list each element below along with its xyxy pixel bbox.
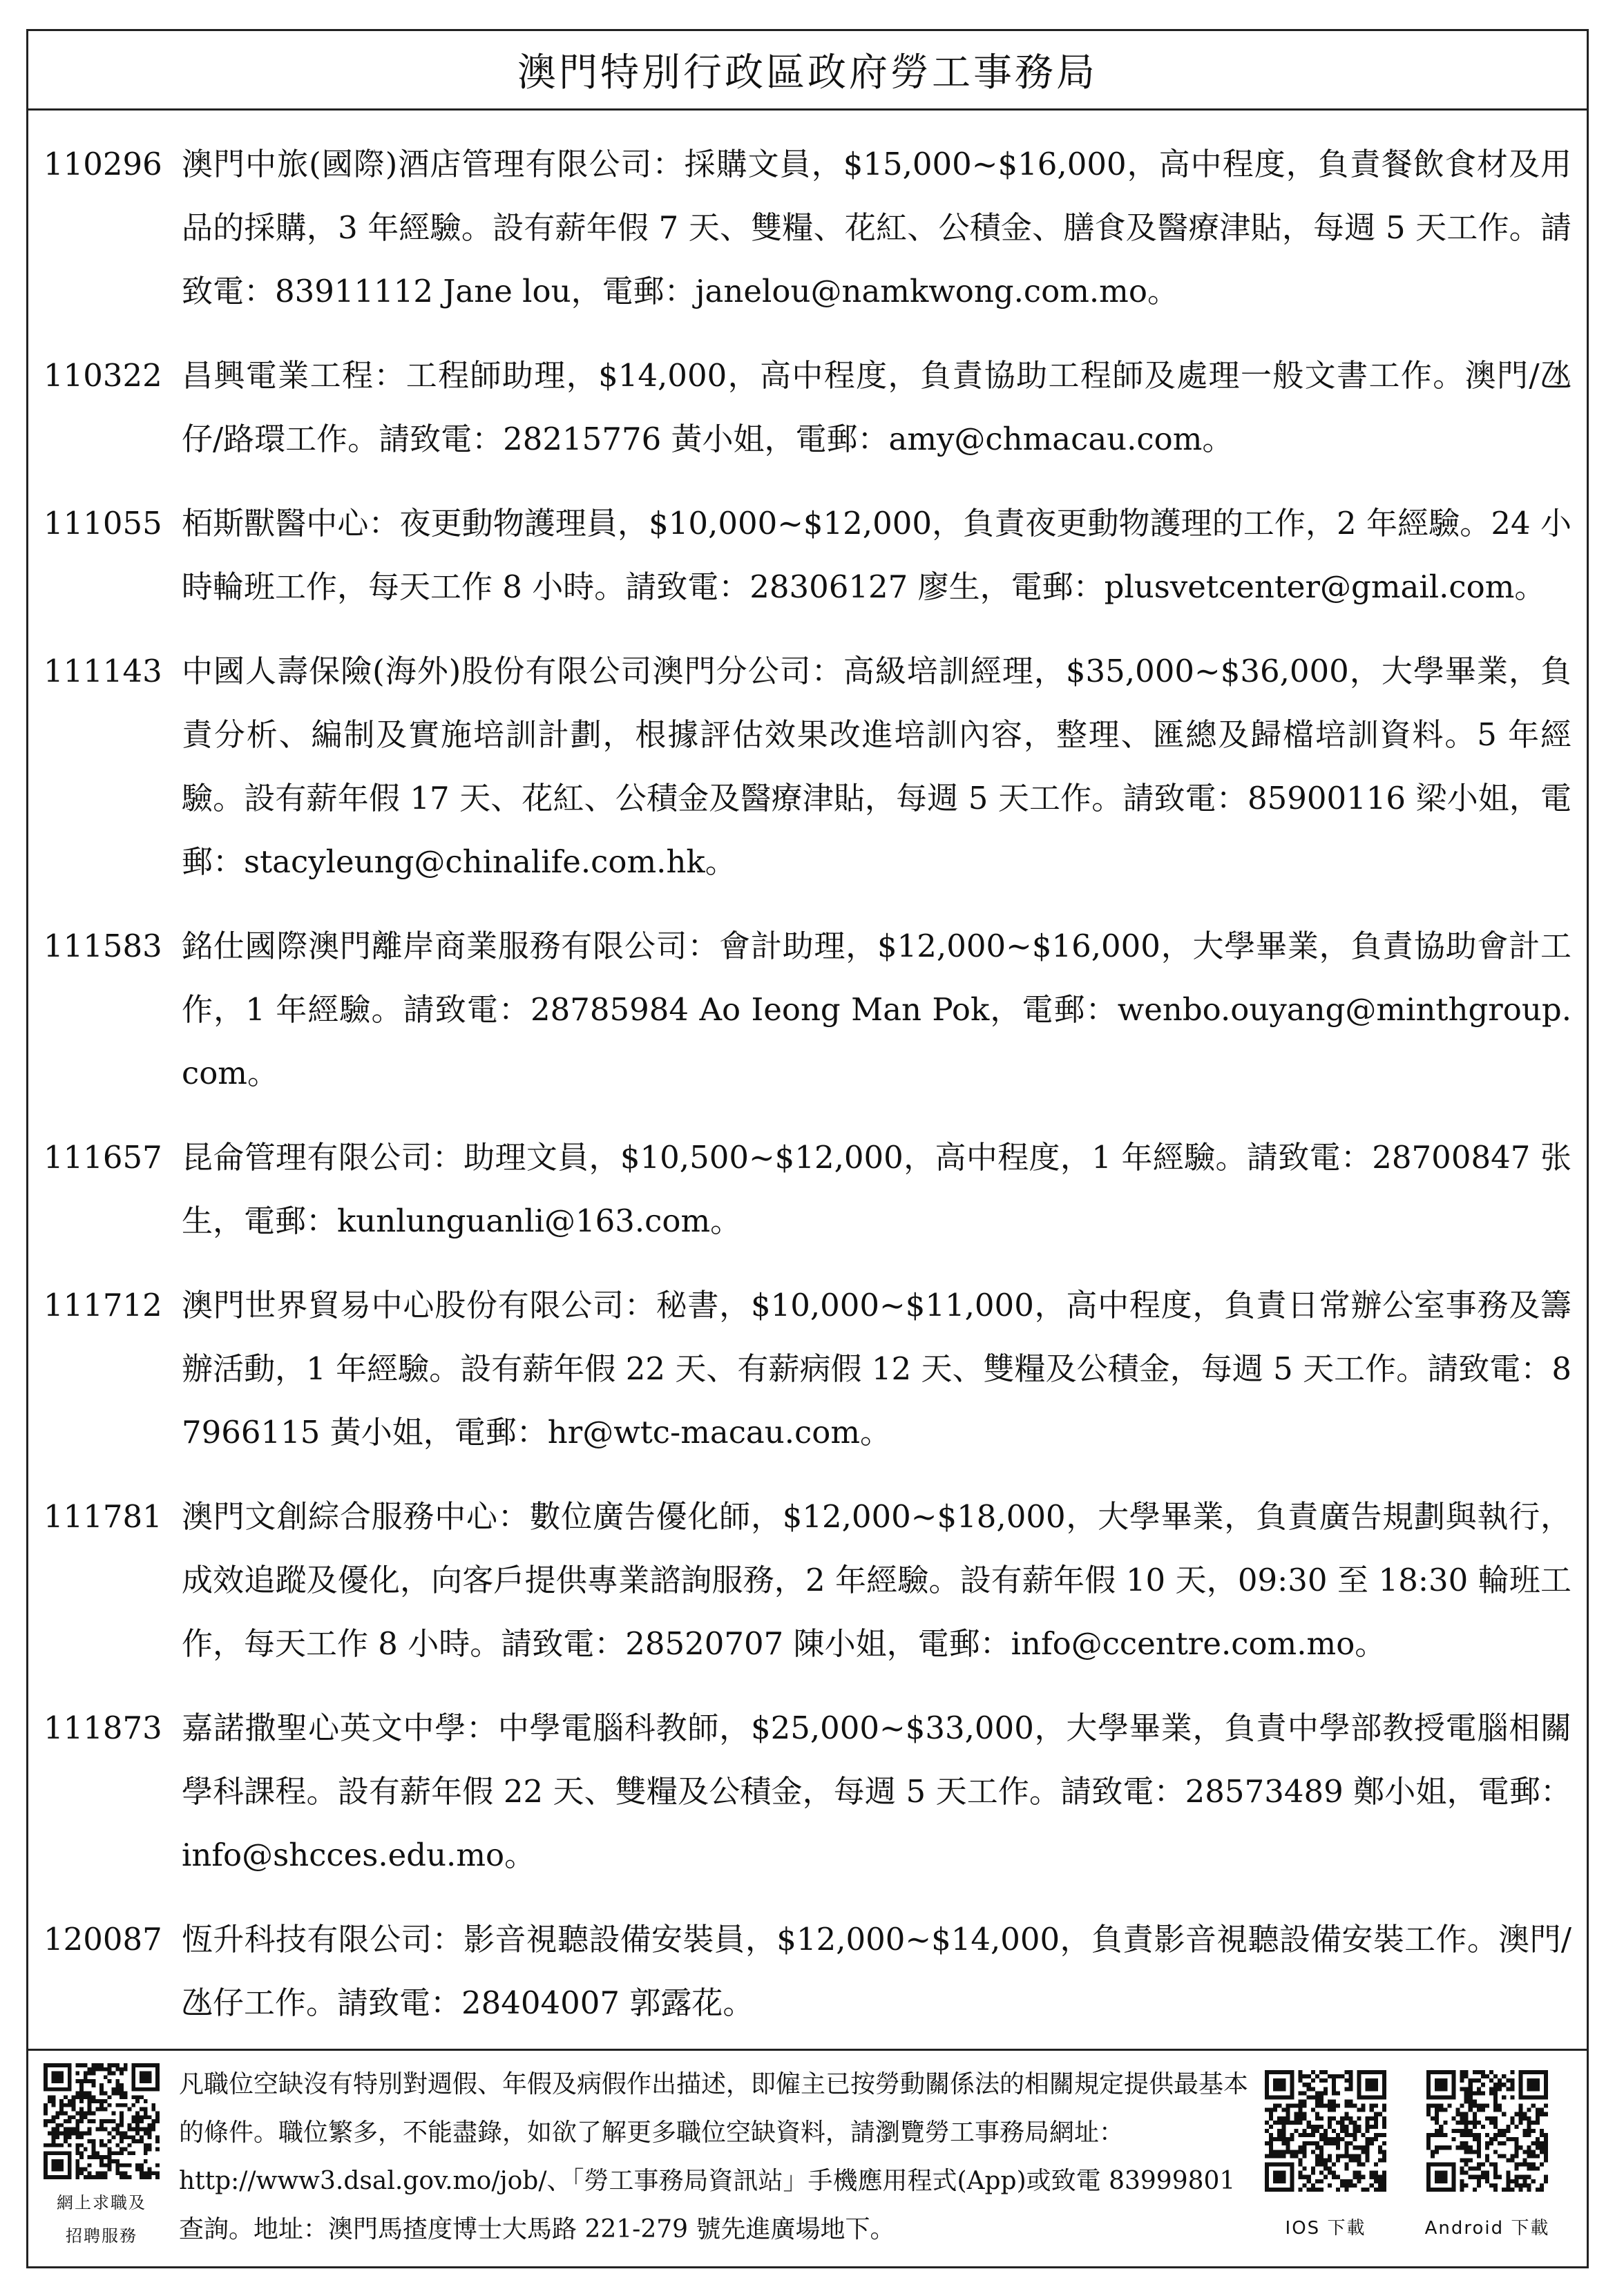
listing-item: [44, 344, 1571, 471]
footer-notice: 凡職位空缺沒有特別對週假、年假及病假作出描述，即僱主已按勞動關係法的相關規定提供最基本的條件。職位繁多，不能盡錄，如欲了解更多職位空缺資料，請瀏覽勞工事務局網址：http://www3.dsal.gov.mo/job/、「勞工事務局資訊站」手機應用程式(App)或致電 83999801 查詢。地址：澳門馬揸度博士大馬路 221-279 號先進廣場地下。: [179, 2070, 1249, 2244]
listings-container: [28, 111, 1587, 2035]
listing-text: 昌興電業工程：工程師助理，$14,000，高中程度，負責協助工程師及處理一般文書工作。澳門/氹仔/路環工作。請致電：28215776 黃小姐，電郵：amy@chmacau.com。: [182, 357, 1571, 457]
listing-text: 恆升科技有限公司：影音視聽設備安裝員，$12,000~$14,000，負責影音視聽設備安裝工作。澳門/氹仔工作。請致電：28404007 郭露花。: [182, 1921, 1571, 2021]
listing-id: 111657: [44, 1139, 162, 1176]
page-title: 澳門特別行政區政府勞工事務局: [28, 31, 1587, 111]
ios-download-qr-code-icon[interactable]: [1265, 2070, 1386, 2192]
listing-text: 中國人壽保險(海外)股份有限公司澳門分公司：高級培訓經理，$35,000~$36,000，大學畢業，負責分析、編制及實施培訓計劃，根據評估效果改進培訓內容，整理、匯總及歸檔培訓資料。5 年經驗。設有薪年假 17 天、花紅、公積金及醫療津貼，每週 5 天工作。請致電：85900116 梁小姐，電郵：stacyleung@chinalife.com.hk。: [182, 653, 1571, 880]
listing-id: 111873: [44, 1710, 162, 1746]
listing-text: 銘仕國際澳門離岸商業服務有限公司：會計助理，$12,000~$16,000，大學畢業，負責協助會計工作，1 年經驗。請致電：28785984 Ao Ieong Man Pok，電郵：wenbo.ouyang@minthgroup.com。: [182, 928, 1571, 1091]
listing-id: 111143: [44, 653, 162, 689]
ios-download-label: IOS 下載: [1285, 2218, 1366, 2239]
listing-text: 澳門中旅(國際)酒店管理有限公司：採購文員，$15,000~$16,000，高中程度，負責餐飲食材及用品的採購，3 年經驗。設有薪年假 7 天、雙糧、花紅、公積金、膳食及醫療津貼，每週 5 天工作。請致電：83911112 Jane lou，電郵：janelou@namkwong.com.mo。: [182, 146, 1571, 309]
listing-item: [44, 1485, 1571, 1676]
listing-item: [44, 915, 1571, 1105]
listing-id: 110322: [44, 357, 162, 394]
qr-caption-line-2: 招聘服務: [66, 2226, 137, 2246]
listing-id: 110296: [44, 146, 162, 182]
listing-item: [44, 1696, 1571, 1887]
listing-text: 澳門文創綜合服務中心：數位廣告優化師，$12,000~$18,000，大學畢業，負責廣告規劃與執行，成效追蹤及優化，向客戶提供專業諮詢服務，2 年經驗。設有薪年假 10 天，09:30 至 18:30 輪班工作，每天工作 8 小時。請致電：28520707 陳小姐，電郵：info@ccentre.com.mo。: [182, 1498, 1571, 1662]
listing-text: 栢斯獸醫中心：夜更動物護理員，$10,000~$12,000，負責夜更動物護理的工作，2 年經驗。24 小時輪班工作，每天工作 8 小時。請致電：28306127 廖生，電郵：plusvetcenter@gmail.com。: [182, 505, 1571, 605]
qr-caption: [32, 2186, 171, 2252]
listing-id: 111712: [44, 1287, 162, 1323]
android-download-qr-code-icon[interactable]: [1426, 2070, 1548, 2192]
footer: [28, 2049, 1587, 2266]
listing-text: 昆侖管理有限公司：助理文員，$10,500~$12,000，高中程度，1 年經驗。請致電：28700847 张生，電郵：kunlunguanli@163.com。: [182, 1139, 1571, 1239]
listing-text: 嘉諾撒聖心英文中學：中學電腦科教師，$25,000~$33,000，大學畢業，負責中學部教授電腦相關學科課程。設有薪年假 22 天、雙糧及公積金，每週 5 天工作。請致電：28573489 鄭小姐，電郵：info@shcces.edu.mo。: [182, 1710, 1571, 1873]
job-service-qr-code-icon[interactable]: [44, 2063, 160, 2179]
job-listings-sheet: [26, 29, 1589, 2268]
listing-item: [44, 492, 1571, 619]
android-download-label: Android 下載: [1424, 2218, 1550, 2239]
listing-text: 澳門世界貿易中心股份有限公司：秘書，$10,000~$11,000，高中程度，負責日常辦公室事務及籌辦活動，1 年經驗。設有薪年假 22 天、有薪病假 12 天、雙糧及公積金，每週 5 天工作。請致電：87966115 黃小姐，電郵：hr@wtc-macau.com。: [182, 1287, 1571, 1451]
listing-item: [44, 1908, 1571, 2035]
listing-id: 111583: [44, 928, 162, 964]
listing-id: 111781: [44, 1498, 162, 1535]
listing-item: [44, 1126, 1571, 1253]
listing-item: [44, 133, 1571, 323]
listing-id: 111055: [44, 505, 162, 542]
listing-item: [44, 640, 1571, 894]
listing-item: [44, 1274, 1571, 1464]
listing-id: 120087: [44, 1921, 162, 1958]
qr-caption-line-1: 網上求職及: [57, 2193, 146, 2212]
